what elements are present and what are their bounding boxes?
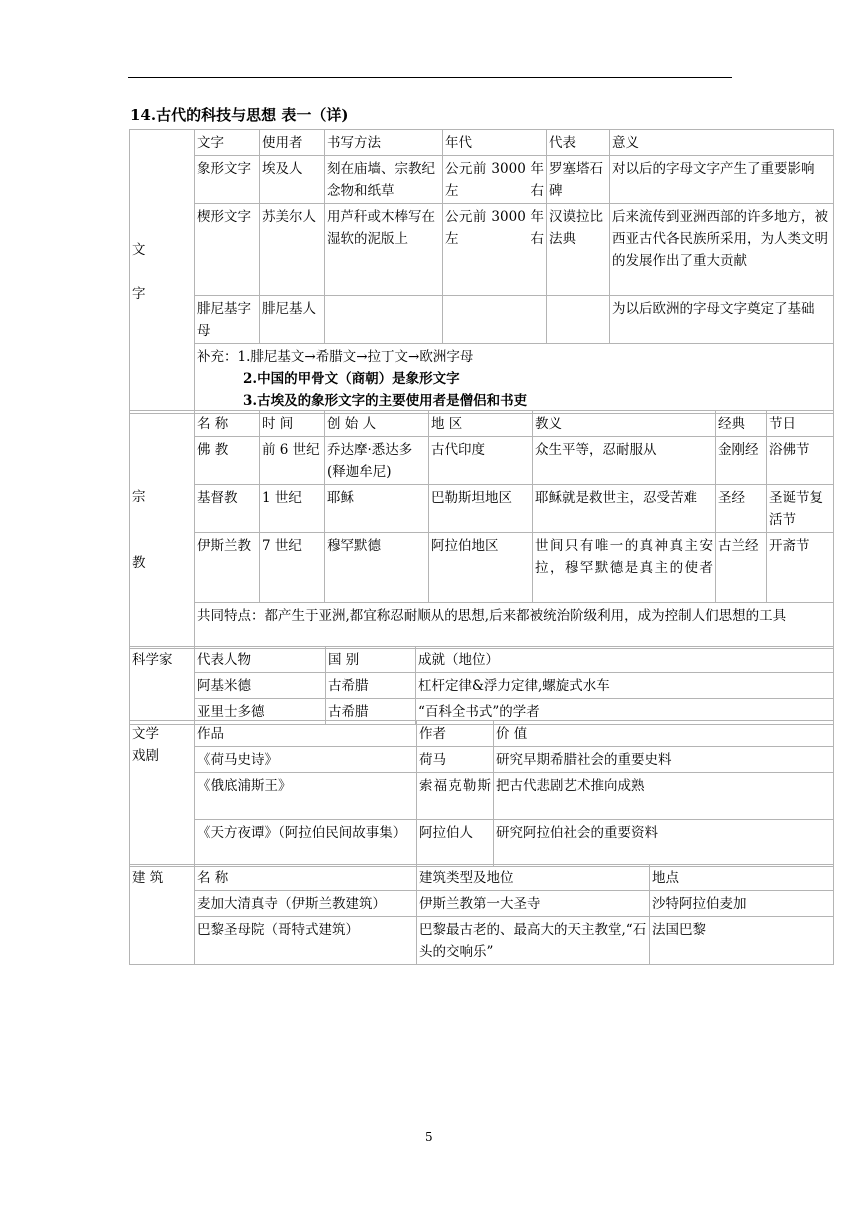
header-cell: 作者 — [417, 721, 494, 747]
header-cell: 成就（地位） — [416, 647, 834, 673]
header-cell: 代表 — [547, 130, 610, 156]
writing-table — [129, 129, 834, 414]
literature-table — [129, 720, 834, 867]
table-row: 《俄底浦斯王》 索福克勒斯 把古代悲剧艺术推向成熟 — [130, 773, 834, 820]
header-cell: 价 值 — [494, 721, 834, 747]
table-row: 象形文字 埃及人 刻在庙墙、宗教纪念物和纸草 公元前 3000 年左右 罗塞塔石碑 对以后的字母文字产生了重要影响 — [130, 156, 834, 204]
table-row: 基督教 1 世纪 耶稣 巴勒斯坦地区 耶稣就是救世主，忍受苦难 圣经 圣诞节复活节 — [130, 485, 834, 533]
religion-common: 共同特点：都产生于亚洲,都宜称忍耐顺从的思想,后来都被统治阶级利用，成为控制人们思想的工具 — [195, 603, 834, 649]
table-row: 巴黎圣母院（哥特式建筑） 巴黎最古老的、最高大的天主教堂,“石头的交响乐” 法国巴黎 — [130, 917, 834, 965]
table-row: 楔形文字 苏美尔人 用芦秆或木棒写在湿软的泥版上 公元前 3000 年左右 汉谟拉比法典 后来流传到亚洲西部的许多地方，被西亚古代各民族所采用，为人类文明的发展作出了重大贡献 — [130, 204, 834, 296]
header-cell: 作品 — [195, 721, 417, 747]
header-cell: 代表人物 — [195, 647, 326, 673]
header-cell: 国 别 — [326, 647, 416, 673]
header-cell: 书写方法 — [325, 130, 443, 156]
header-cell: 建筑类型及地位 — [417, 865, 650, 891]
header-cell: 使用者 — [260, 130, 325, 156]
table-row: 麦加大清真寺（伊斯兰教建筑） 伊斯兰教第一大圣寺 沙特阿拉伯麦加 — [130, 891, 834, 917]
header-cell: 名 称 — [195, 411, 260, 437]
header-cell: 地点 — [650, 865, 834, 891]
table-row: 伊斯兰教 7 世纪 穆罕默德 阿拉伯地区 世间只有唯一的真神真主安拉，穆罕默德是真主的使者 古兰经 开斋节 — [130, 533, 834, 603]
table-row: 阿基米德 古希腊 杠杆定律&浮力定律,螺旋式水车 — [130, 673, 834, 699]
architecture-table — [129, 864, 834, 965]
header-rule — [128, 77, 732, 78]
table-row — [130, 603, 834, 649]
header-cell: 意义 — [610, 130, 834, 156]
header-cell: 节日 — [767, 411, 834, 437]
page-number: 5 — [425, 1130, 433, 1144]
header-cell: 文字 — [195, 130, 260, 156]
table-row: 腓尼基字母 腓尼基人 为以后欧洲的字母文字奠定了基础 — [130, 296, 834, 344]
header-cell: 教义 — [533, 411, 716, 437]
literature-category-cell: 文学 戏剧 — [130, 721, 195, 867]
architecture-category-cell: 建 筑 — [130, 865, 195, 965]
science-category-cell: 科学家 — [130, 647, 195, 725]
writing-category-cell: 文 字 — [130, 130, 195, 414]
religion-table — [129, 410, 834, 649]
religion-category-cell: 宗 教 — [130, 411, 195, 649]
science-table — [129, 646, 834, 725]
header-cell: 年代 — [443, 130, 547, 156]
page-title: 14.古代的科技与思想 表一（详) — [130, 106, 349, 124]
header-cell: 经典 — [716, 411, 767, 437]
writing-supplement: 补充：1.腓尼基文→希腊文→拉丁文→欧洲字母 2.中国的甲骨文（商朝）是象形文字 3.古埃及的象形文字的主要使用者是僧侣和书吏 — [195, 344, 834, 414]
table-row: 《天方夜谭》（阿拉伯民间故事集） 阿拉伯人 研究阿拉伯社会的重要资料 — [130, 820, 834, 867]
header-cell: 时 间 — [260, 411, 325, 437]
table-row: 亚里士多德 古希腊 “百科全书式”的学者 — [130, 699, 834, 725]
header-cell: 创 始 人 — [325, 411, 429, 437]
header-cell: 名 称 — [195, 865, 417, 891]
table-row — [130, 344, 834, 414]
table-row: 佛 教 前 6 世纪 乔达摩·悉达多(释迦牟尼) 古代印度 众生平等，忍耐服从 金刚经 浴佛节 — [130, 437, 834, 485]
header-cell: 地 区 — [429, 411, 533, 437]
table-row: 《荷马史诗》 荷马 研究早期希腊社会的重要史料 — [130, 747, 834, 773]
